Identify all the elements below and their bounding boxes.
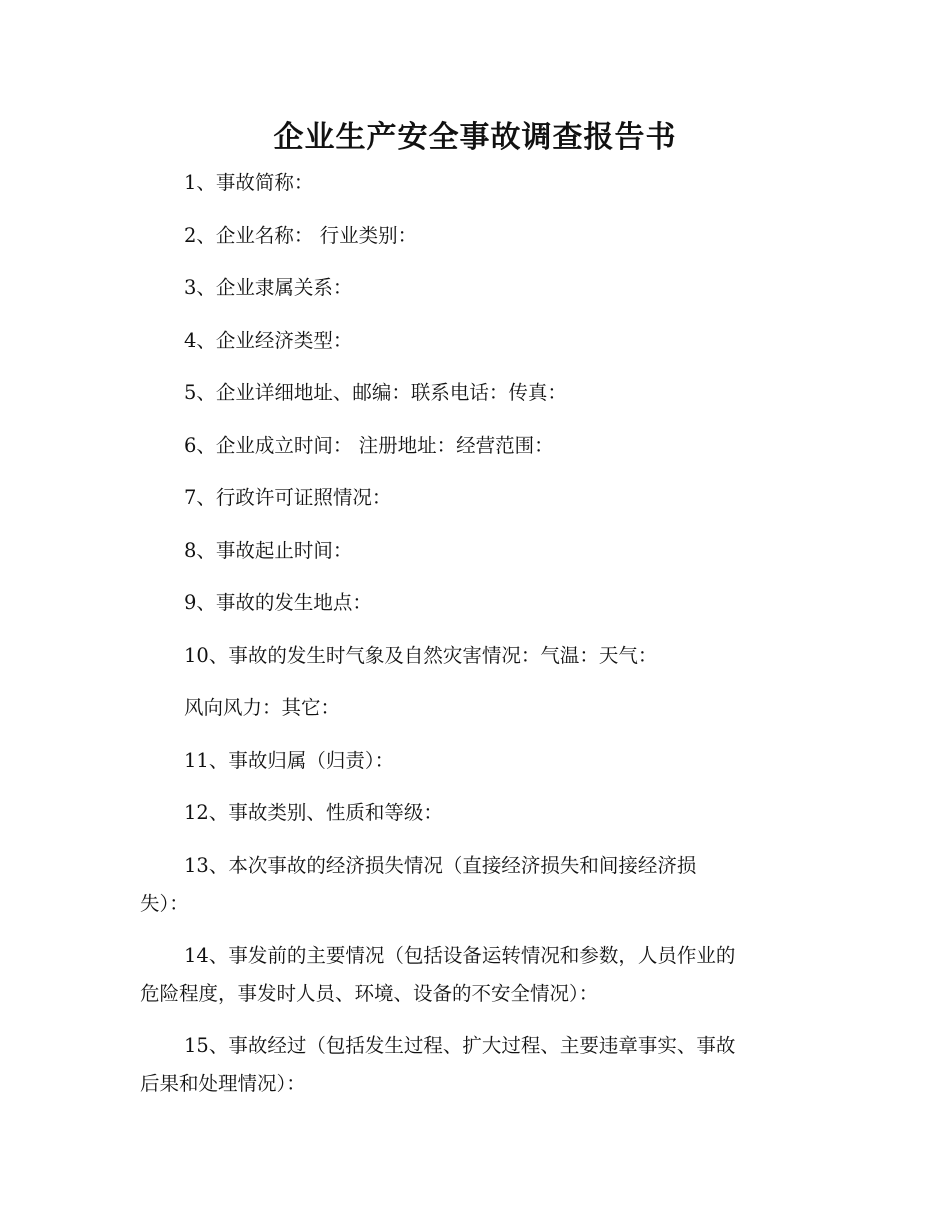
item-text: 11、事故归属（归责）： (184, 749, 395, 772)
item-text: 1、事故简称： (184, 171, 314, 194)
item-text: 10、事故的发生时气象及自然灾害情况：气温：天气： (184, 644, 658, 667)
item-text: 6、企业成立时间： 注册地址：经营范围： (184, 434, 554, 457)
item-text: 7、行政许可证照情况： (184, 486, 392, 509)
item-text: 9、事故的发生地点： (184, 591, 372, 614)
item-text: 13、本次事故的经济损失情况（直接经济损失和间接经济损 (184, 854, 697, 877)
item-text: 4、企业经济类型： (184, 329, 353, 352)
item-text: 后果和处理情况）： (140, 1072, 306, 1095)
item-text: 12、事故类别、性质和等级： (184, 801, 443, 824)
item-text: 危险程度，事发时人员、环境、设备的不安全情况）： (140, 982, 599, 1005)
item-text: 2、企业名称： 行业类别： (184, 224, 418, 247)
item-text: 失）： (140, 892, 189, 915)
item-text: 14、事发前的主要情况（包括设备运转情况和参数，人员作业的 (184, 944, 736, 967)
item-text: 风向风力：其它： (184, 696, 341, 719)
item-text: 8、事故起止时间： (184, 539, 353, 562)
item-text: 5、企业详细地址、邮编：联系电话：传真： (184, 381, 567, 404)
item-text: 3、企业隶属关系： (184, 276, 353, 299)
document-title: 企业生产安全事故调查报告书 (273, 120, 677, 155)
item-text: 15、事故经过（包括发生过程、扩大过程、主要违章事实、事故 (184, 1034, 736, 1057)
